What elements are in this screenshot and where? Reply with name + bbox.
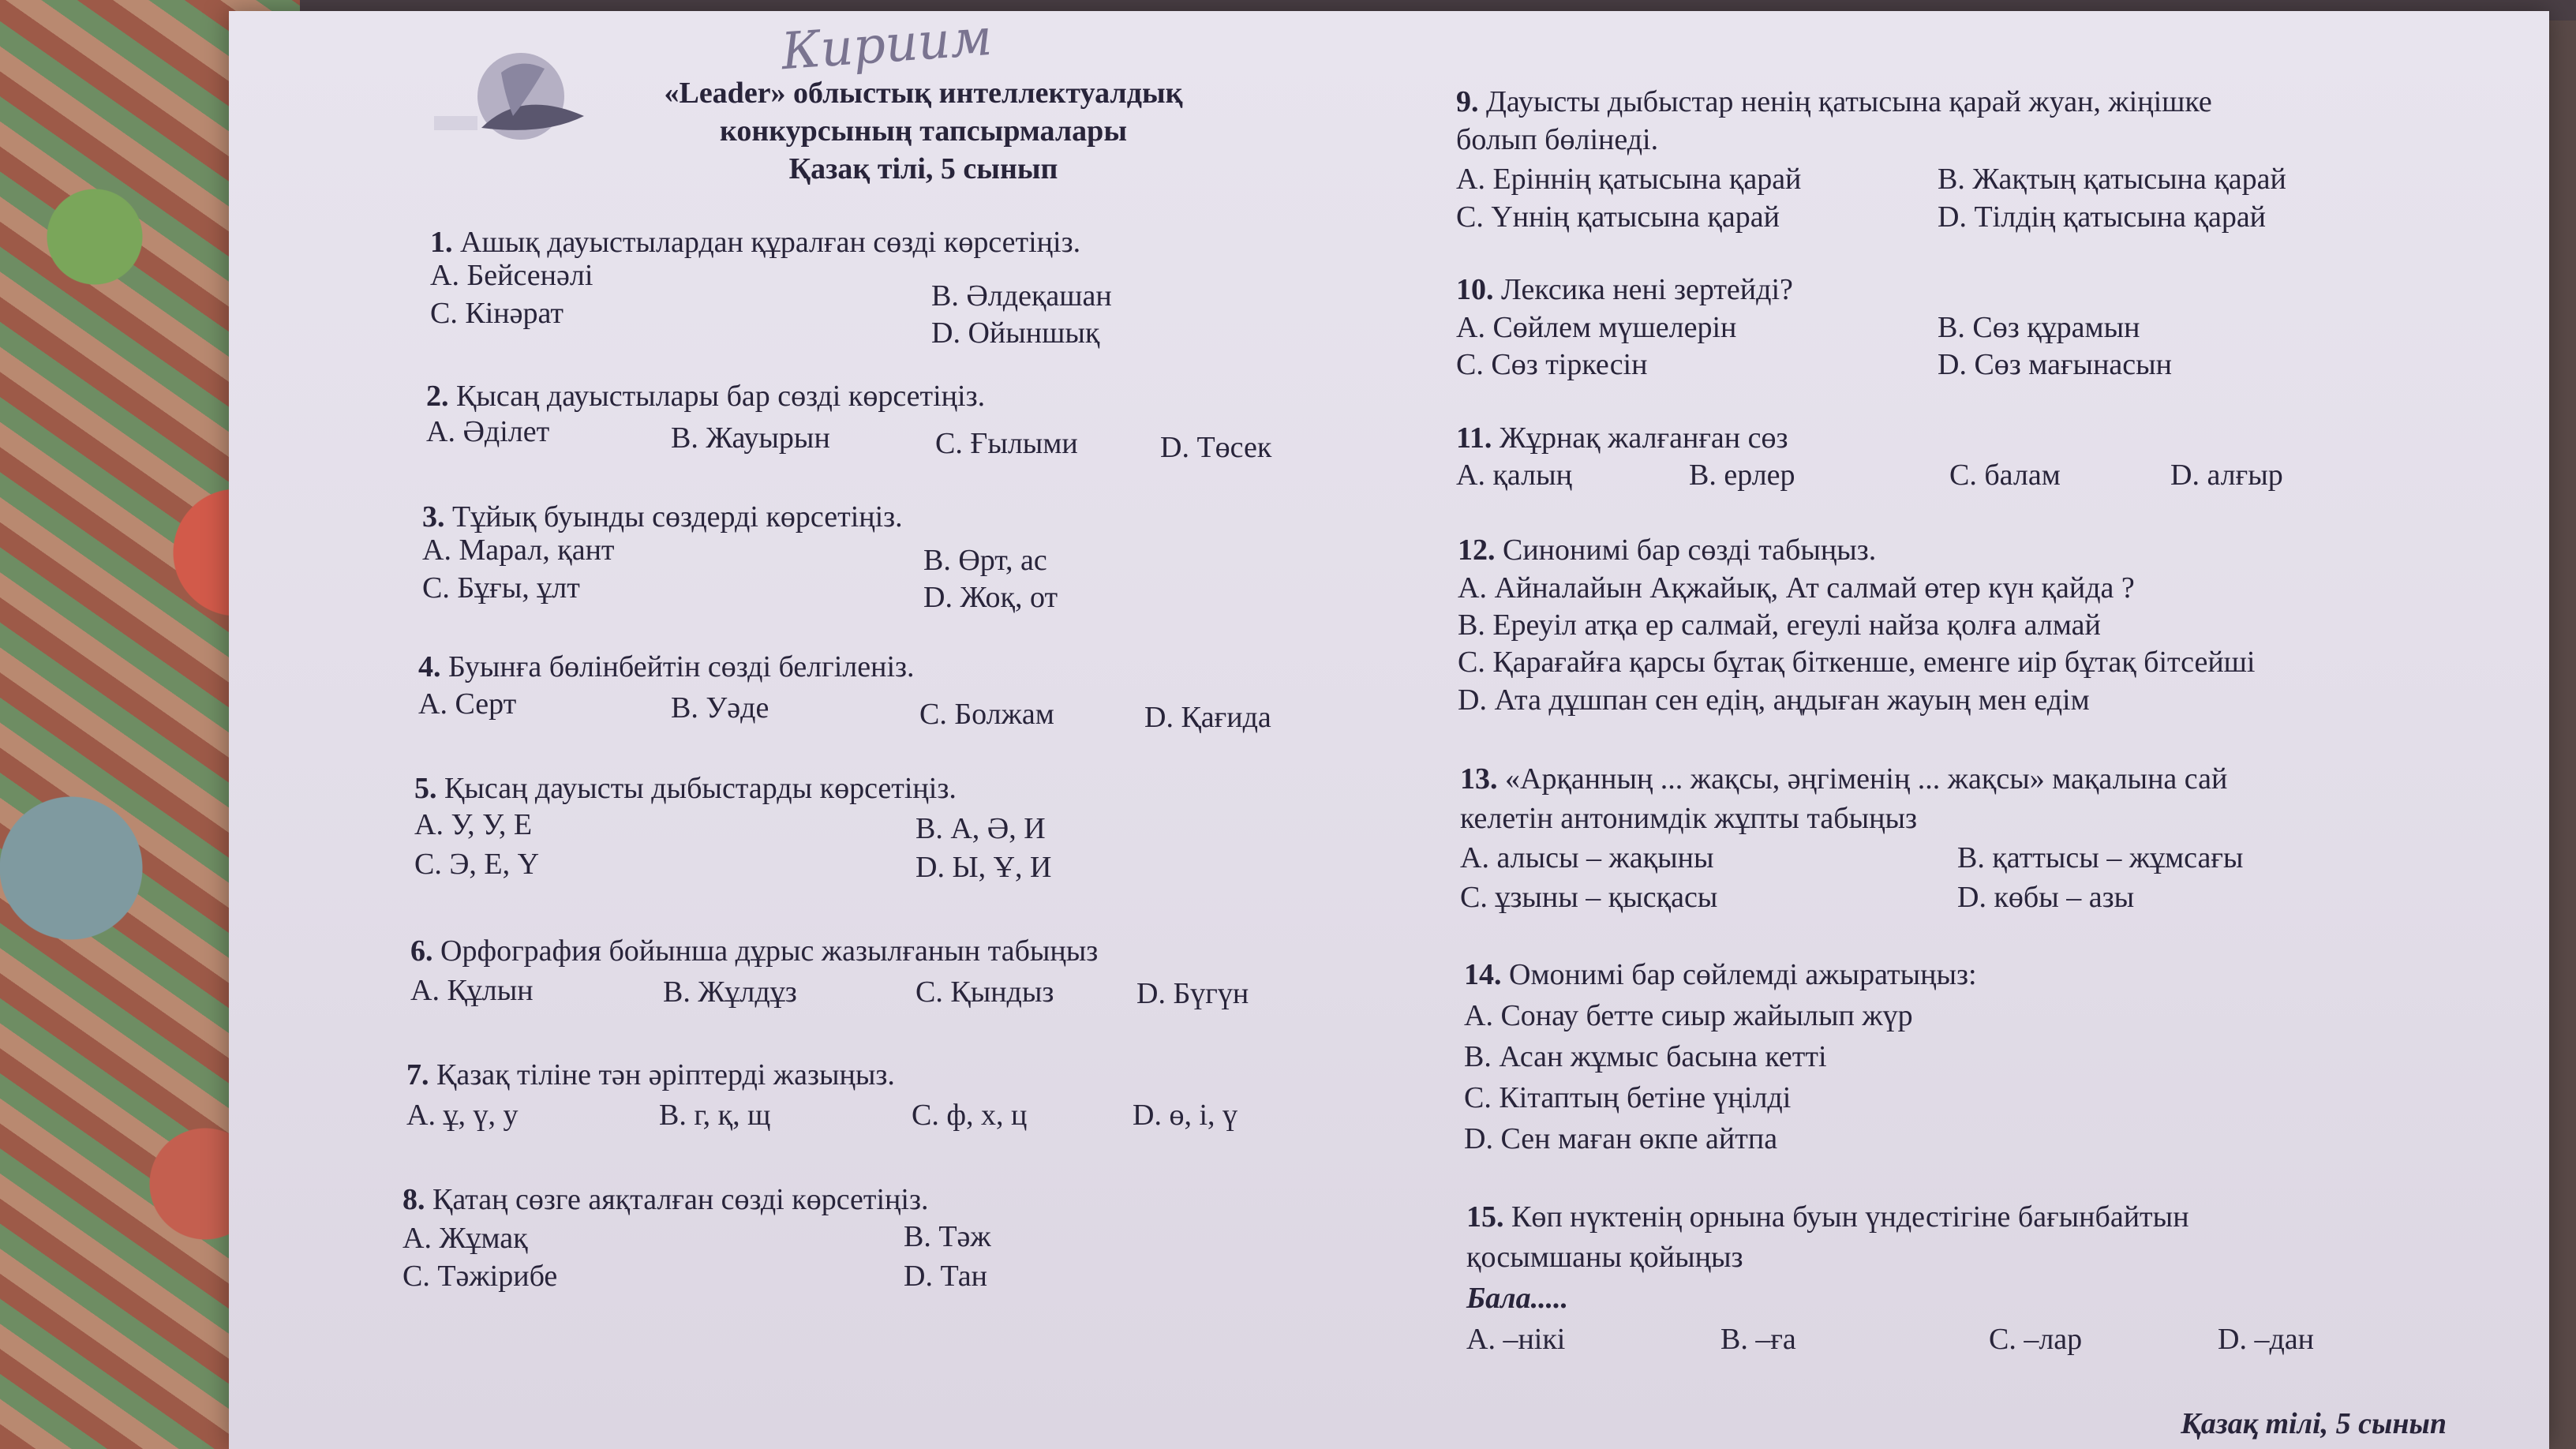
option-b: B. Тәж [904, 1220, 991, 1253]
option-a: A. Сонау бетте сиыр жайылып жүр [1464, 999, 1913, 1032]
question-number: 15. [1466, 1200, 1504, 1234]
option-b: B. Өрт, ас [923, 544, 1047, 577]
question-text: Көп нүктенің орнына буын үндестігіне бағынбайтын [1511, 1200, 2189, 1234]
option-c: C. Үннің қатысына қарай [1456, 200, 1780, 234]
question-text: Тұйық буынды сөздерді көрсетіңіз. [452, 500, 903, 534]
header-title-line1: «Leader» облыстық интеллектуалдық [664, 77, 1183, 110]
option-d: D. –дан [2218, 1323, 2314, 1356]
option-a: A. Жұмақ [402, 1222, 528, 1255]
question-text: Қатаң сөзге аяқталған сөзді көрсетіңіз. [432, 1183, 929, 1216]
option-c: C. Кінәрат [430, 297, 564, 330]
question-number: 4. [418, 650, 441, 683]
exam-sheet [229, 8, 2549, 1449]
question-text: Лексика нені зертейді? [1501, 273, 1793, 306]
question-text-continued: қосымшаны қойыңыз [1466, 1241, 1743, 1274]
question-10 [1456, 271, 1793, 308]
question-text-continued: болып бөлінеді. [1456, 123, 1659, 156]
option-a: A. Серт [418, 687, 517, 721]
header-subject: Қазақ тілі, 5 сынып [788, 152, 1058, 185]
option-d: D. Төсек [1160, 431, 1272, 464]
option-b: B. қаттысы – жұмсағы [1957, 841, 2244, 874]
option-d: D. Ойыншық [931, 316, 1100, 350]
option-c: C. Болжам [919, 698, 1054, 731]
question-number: 1. [430, 226, 453, 259]
option-c: C. –лар [1989, 1323, 2083, 1356]
question-text: Синонимі бар сөзді табыңыз. [1503, 534, 1877, 567]
question-number: 9. [1456, 85, 1479, 118]
question-text: Орфография бойынша дұрыс жазылғанын табыңыз [440, 934, 1099, 968]
question-text: Дауысты дыбыстар ненің қатысына қарай жуан, жіңішке [1486, 85, 2212, 118]
option-b: B. Уәде [671, 691, 769, 724]
question-text: Жұрнақ жалғанған сөз [1499, 421, 1788, 455]
option-b: B. Жұлдұз [663, 975, 797, 1009]
option-b: B. Жақтың қатысына қарай [1938, 163, 2286, 196]
right-column [229, 8, 2549, 1432]
question-number: 12. [1458, 534, 1496, 567]
example-word: Бала..... [1466, 1282, 1569, 1315]
option-d: D. Қағида [1144, 701, 1271, 734]
question-number: 10. [1456, 273, 1494, 306]
option-d: D. Сен маған өкпе айтпа [1464, 1122, 1778, 1155]
question-12 [1458, 532, 1876, 568]
option-c: C. балам [1949, 459, 2061, 492]
question-number: 14. [1464, 958, 1502, 991]
question-number: 11. [1456, 421, 1492, 455]
question-number: 8. [402, 1183, 425, 1216]
option-c: C. Ғылыми [935, 427, 1078, 460]
option-d: D. Ы, Ұ, И [915, 851, 1052, 884]
option-b: B. Ереуіл атқа ер салмай, егеулі найза қолға алмай [1458, 608, 2101, 642]
option-d: D. Тілдің қатысына қарай [1938, 200, 2267, 234]
option-a: A. алысы – жақыны [1460, 841, 1714, 874]
option-d: D. Жоқ, от [923, 581, 1058, 614]
question-13 [1460, 761, 2227, 797]
question-number: 13. [1460, 762, 1498, 796]
option-b: B. А, Ә, И [915, 812, 1046, 845]
option-b: B. Жауырын [671, 421, 830, 455]
option-d: D. Сөз мағынасын [1938, 348, 2173, 381]
option-a: A. қалың [1456, 459, 1572, 492]
option-c: C. ф, х, ц [912, 1099, 1028, 1132]
option-a: A. –нікі [1466, 1323, 1566, 1356]
option-a: A. Әділет [426, 415, 550, 448]
option-b: B. Асан жұмыс басына кетті [1464, 1040, 1827, 1073]
question-number: 5. [414, 772, 437, 805]
option-b: B. г, қ, щ [659, 1099, 771, 1132]
option-c: C. Кітаптың бетіне үңілді [1464, 1081, 1792, 1114]
question-14 [1464, 957, 1977, 993]
question-9 [1456, 84, 2212, 120]
option-c: C. Қындыз [915, 975, 1054, 1009]
option-d: D. ө, і, ү [1133, 1099, 1237, 1132]
question-15 [1466, 1199, 2189, 1235]
option-b: B. –ға [1720, 1323, 1796, 1356]
page-footer: Қазақ тілі, 5 сынып [2181, 1407, 2447, 1440]
option-c: C. Тәжірибе [402, 1260, 558, 1293]
option-b: B. ерлер [1689, 459, 1795, 492]
option-a: A. Сөйлем мүшелерін [1456, 311, 1737, 344]
question-number: 6. [410, 934, 433, 968]
option-a: A. Құлын [410, 974, 534, 1007]
header-title-line2: конкурсының тапсырмалары [720, 114, 1127, 148]
option-c: C. Қарағайға қарсы бұтақ біткенше, еменге иір бұтақ бітсейші [1458, 646, 2256, 679]
option-d: D. Бүгүн [1136, 977, 1249, 1010]
option-a: A. У, У, Е [414, 808, 533, 841]
question-text: «Арқанның ... жақсы, әңгіменің ... жақсы» мақалына сай [1505, 762, 2228, 796]
option-d: D. Ата дұшпан сен едің, аңдыған жауың мен едім [1458, 683, 2090, 717]
option-c: C. Сөз тіркесін [1456, 348, 1648, 381]
question-text: Қазақ тіліне тән әріптерді жазыңыз. [436, 1058, 895, 1091]
question-text: Буынға бөлінбейтін сөзді белгіленіз. [448, 650, 915, 683]
option-a: A. Еріннің қатысына қарай [1456, 163, 1802, 196]
option-d: D. Тан [904, 1260, 987, 1293]
option-a: A. Айналайын Ақжайық, Ат салмай өтер күн қайда ? [1458, 571, 2135, 605]
handwritten-note: Кириим [779, 8, 994, 82]
option-d: D. алғыр [2170, 459, 2283, 492]
option-a: A. Марал, қант [422, 534, 615, 567]
question-text: Қысаң дауыстылары бар сөзді көрсетіңіз. [456, 380, 986, 413]
option-a: A. Бейсенәлі [430, 259, 593, 292]
question-text-continued: келетін антонимдік жұпты табыңыз [1460, 802, 1917, 835]
question-number: 3. [422, 500, 445, 534]
option-c: C. Бұғы, ұлт [422, 571, 580, 605]
option-b: B. Сөз құрамын [1938, 311, 2140, 344]
option-c: C. Э, Е, Ү [414, 848, 540, 881]
option-c: C. ұзыны – қысқасы [1460, 881, 1718, 914]
question-text: Қысаң дауысты дыбыстарды көрсетіңіз. [444, 772, 957, 805]
option-b: B. Әлдеқашан [931, 279, 1112, 313]
option-a: A. ұ, ү, у [406, 1099, 519, 1132]
question-text: Омонимі бар сөйлемді ажыратыңыз: [1509, 958, 1977, 991]
option-d: D. көбы – азы [1957, 881, 2135, 914]
question-11 [1456, 420, 1788, 456]
question-number: 7. [406, 1058, 429, 1091]
question-number: 2. [426, 380, 449, 413]
question-text: Ашық дауыстылардан құралған сөзді көрсетіңіз. [460, 226, 1081, 259]
